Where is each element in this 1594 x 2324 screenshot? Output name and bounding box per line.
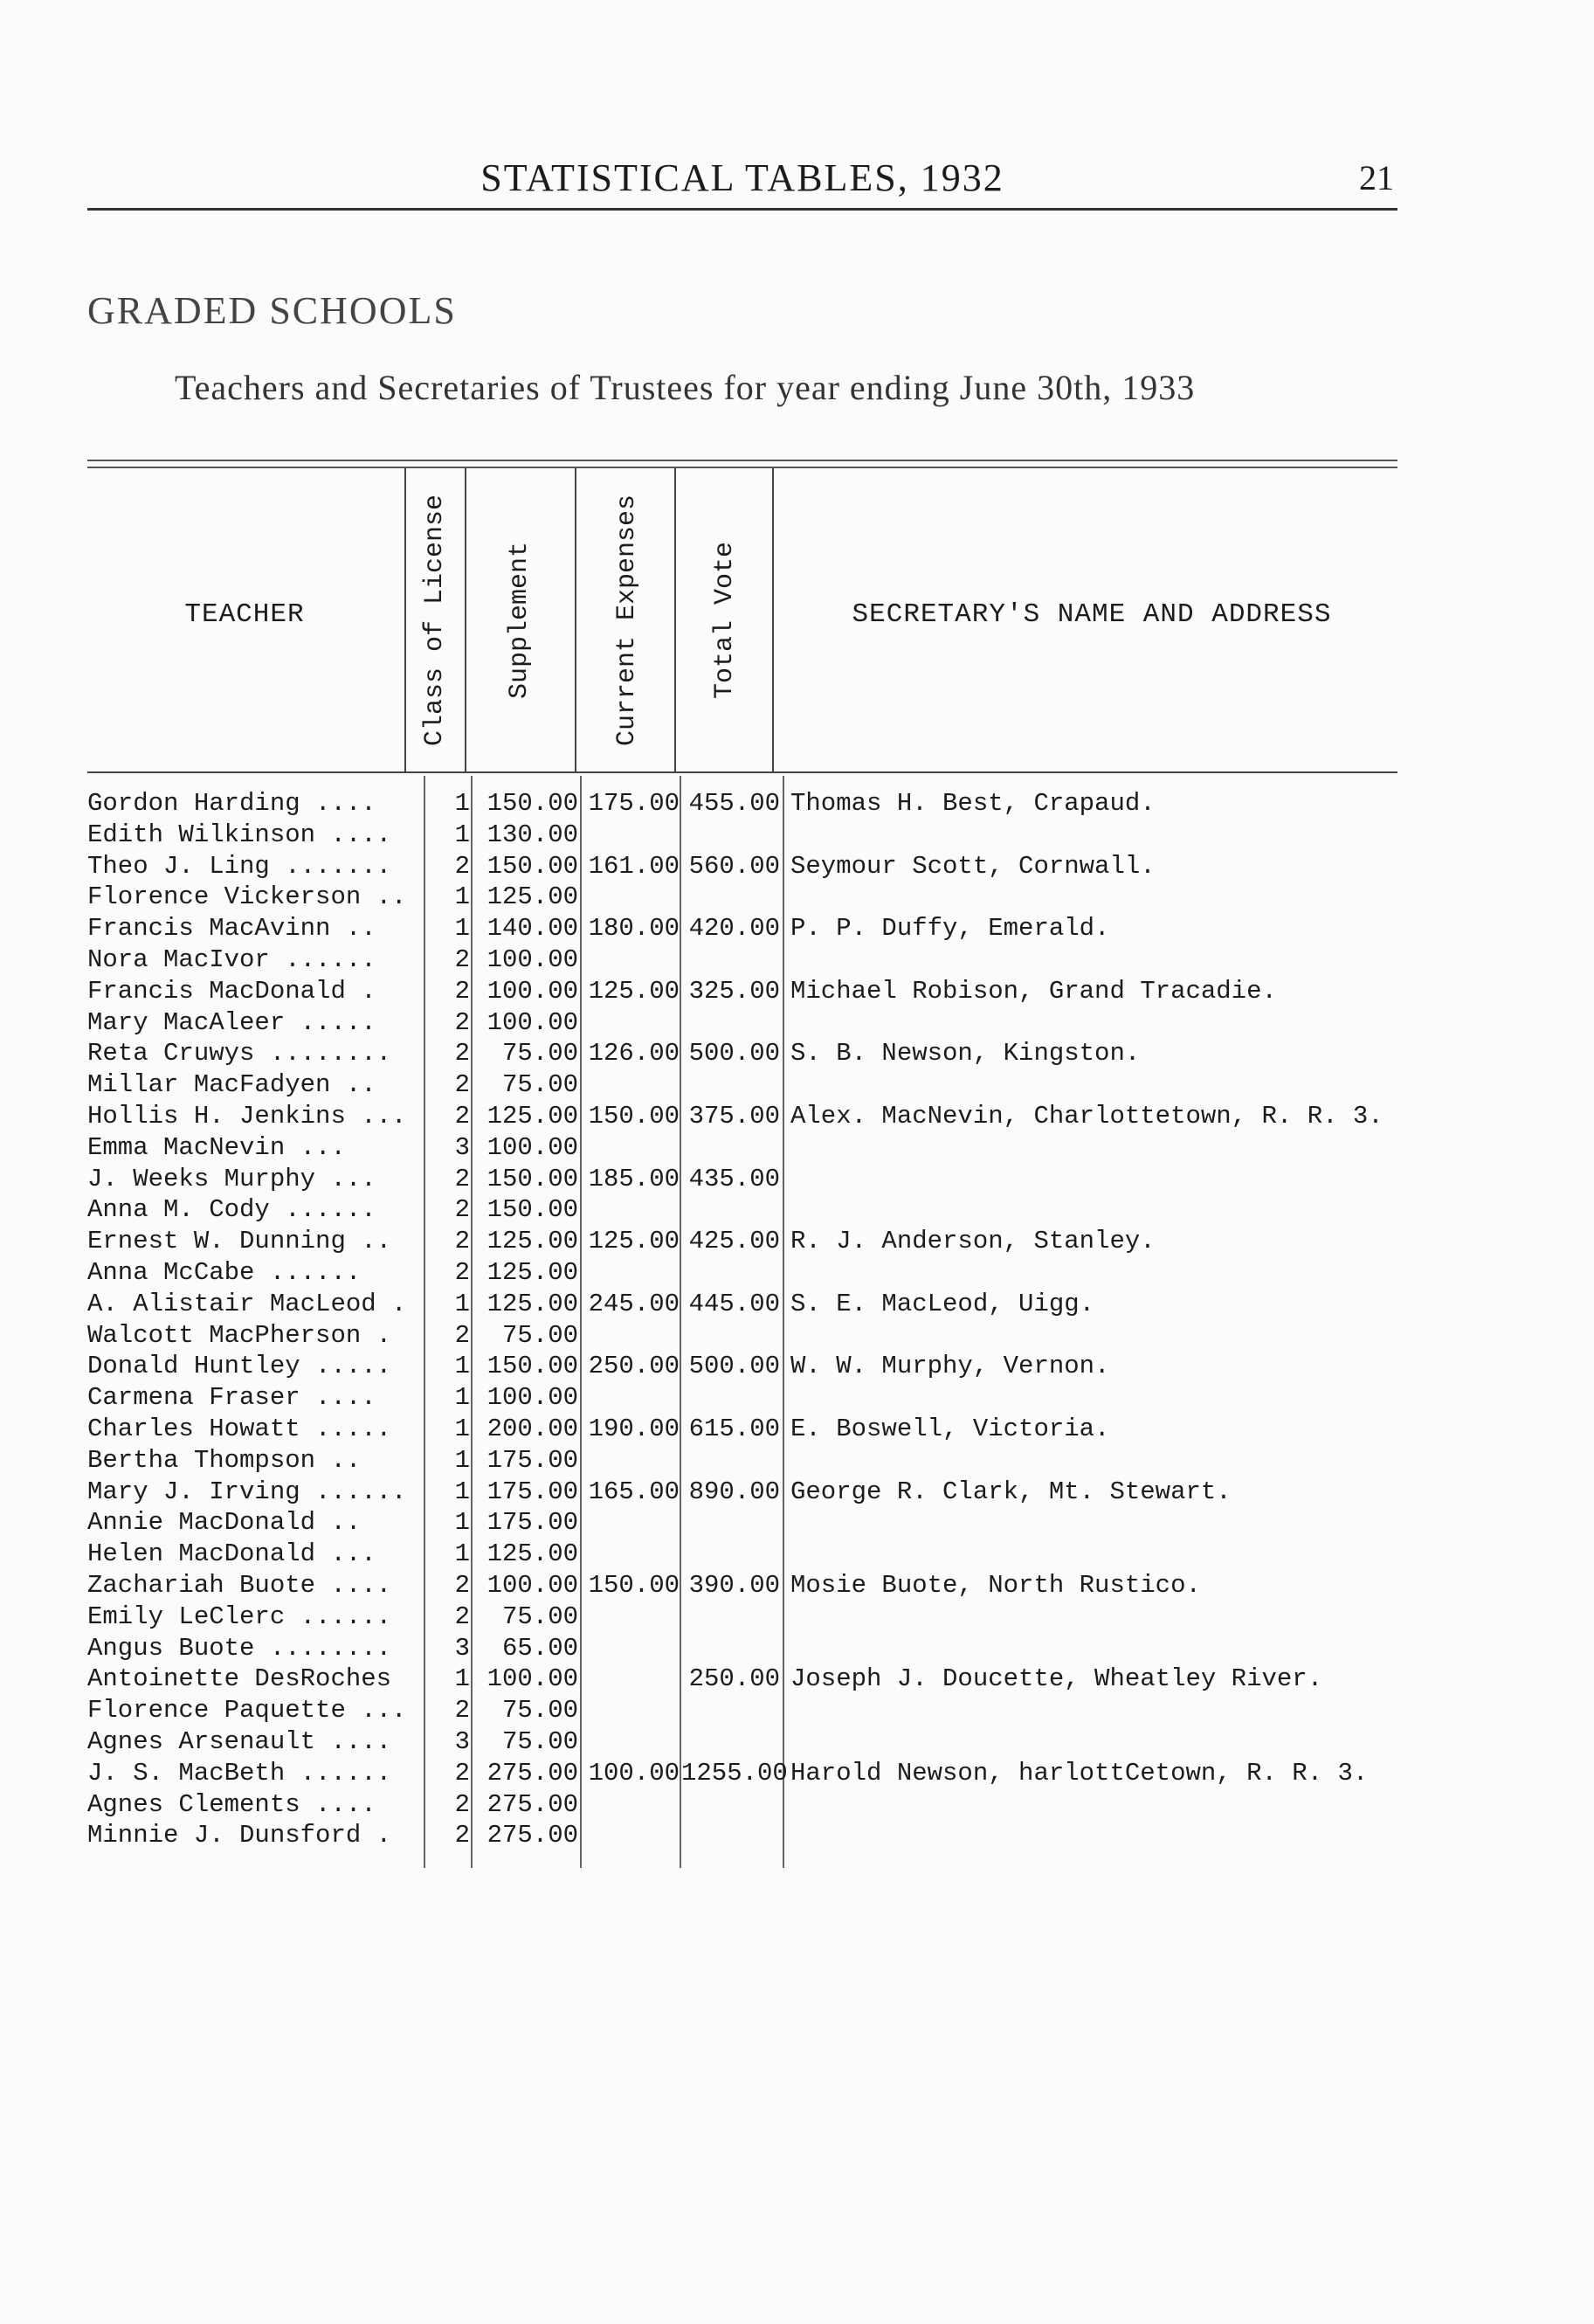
- teacher-cell: Zachariah Buote ....: [87, 1570, 392, 1600]
- teacher-cell: A. Alistair MacLeod .: [87, 1289, 407, 1318]
- table-row: [0, 913, 1594, 944]
- current-expenses-cell: 245.00: [588, 1289, 680, 1318]
- current-expenses-cell: 180.00: [588, 914, 680, 944]
- supplement-cell: 75.00: [501, 1696, 578, 1726]
- total-vote-cell: 250.00: [688, 1664, 780, 1694]
- table-row: [0, 1789, 1594, 1821]
- column-divider: [674, 468, 676, 771]
- class-cell: 2: [454, 1789, 470, 1819]
- supplement-cell: 130.00: [486, 820, 578, 849]
- current-expenses-cell: 250.00: [588, 1352, 680, 1381]
- class-cell: 1: [454, 789, 470, 818]
- current-expenses-cell: 150.00: [588, 1101, 680, 1131]
- secretary-cell: Harold Newson, harlottCetown, R. R. 3.: [790, 1758, 1369, 1788]
- total-vote-cell: 375.00: [688, 1101, 780, 1131]
- class-cell: 2: [454, 1570, 470, 1600]
- table-row: [0, 1539, 1594, 1570]
- table-row: [0, 1069, 1594, 1101]
- teacher-cell: Gordon Harding ....: [87, 789, 376, 818]
- class-cell: 3: [454, 1132, 470, 1162]
- class-cell: 2: [454, 1320, 470, 1350]
- table-row: [0, 1038, 1594, 1069]
- class-cell: 2: [454, 1164, 470, 1193]
- class-cell: 2: [454, 1039, 470, 1069]
- table-row: [0, 1007, 1594, 1039]
- total-vote-cell: 560.00: [688, 851, 780, 881]
- supplement-cell: 100.00: [486, 1007, 578, 1037]
- class-cell: 2: [454, 1758, 470, 1788]
- class-cell: 1: [454, 1477, 470, 1506]
- total-vote-cell: 615.00: [688, 1414, 780, 1443]
- column-header-class-of-license: [404, 472, 466, 769]
- table-row: [0, 1663, 1594, 1695]
- total-vote-cell: 420.00: [688, 914, 780, 944]
- secretary-cell: Joseph J. Doucette, Wheatley River.: [790, 1664, 1323, 1694]
- table-top-rule-inner: [87, 467, 1397, 468]
- secretary-cell: Thomas H. Best, Crapaud.: [790, 789, 1156, 818]
- teacher-cell: J. S. MacBeth ......: [87, 1758, 392, 1788]
- class-cell: 1: [454, 882, 470, 912]
- class-cell: 2: [454, 1101, 470, 1131]
- total-vote-cell: 455.00: [688, 789, 780, 818]
- supplement-cell: 75.00: [501, 1726, 578, 1756]
- current-expenses-cell: 185.00: [588, 1164, 680, 1193]
- table-row: [0, 1289, 1594, 1320]
- table-row: [0, 788, 1594, 820]
- teacher-cell: Mary J. Irving ......: [87, 1477, 407, 1506]
- teacher-cell: Angus Buote ........: [87, 1633, 392, 1663]
- column-header-supplement-label: Supplement: [505, 541, 535, 700]
- class-cell: 2: [454, 1601, 470, 1631]
- table-row: [0, 1633, 1594, 1664]
- teacher-cell: Annie MacDonald ..: [87, 1508, 362, 1538]
- table-row: [0, 1351, 1594, 1382]
- supplement-cell: 175.00: [486, 1445, 578, 1475]
- class-cell: 2: [454, 1070, 470, 1100]
- teacher-cell: Helen MacDonald ...: [87, 1539, 376, 1569]
- secretary-cell: S. E. MacLeod, Uigg.: [790, 1289, 1095, 1318]
- column-divider: [772, 468, 774, 771]
- secretary-cell: W. W. Murphy, Vernon.: [790, 1352, 1110, 1381]
- current-expenses-cell: 126.00: [588, 1039, 680, 1069]
- total-vote-cell: 390.00: [688, 1570, 780, 1600]
- teacher-cell: Millar MacFadyen ..: [87, 1070, 376, 1100]
- class-cell: 1: [454, 1508, 470, 1538]
- current-expenses-cell: 100.00: [588, 1758, 680, 1788]
- table-row: [0, 1194, 1594, 1226]
- table-row: [0, 1320, 1594, 1352]
- class-cell: 2: [454, 1007, 470, 1037]
- class-cell: 1: [454, 1664, 470, 1694]
- secretary-cell: S. B. Newson, Kingston.: [790, 1039, 1141, 1069]
- secretary-cell: George R. Clark, Mt. Stewart.: [790, 1477, 1232, 1506]
- table-row: [0, 882, 1594, 913]
- teacher-cell: Ernest W. Dunning ..: [87, 1227, 392, 1256]
- table-row: [0, 1758, 1594, 1789]
- supplement-cell: 150.00: [486, 1195, 578, 1225]
- table-subtitle: Teachers and Secretaries of Trustees for year ending June 30th, 1933: [175, 368, 1196, 407]
- table-row: [0, 1820, 1594, 1851]
- supplement-cell: 100.00: [486, 944, 578, 974]
- column-header-teacher: TEACHER: [184, 599, 305, 630]
- supplement-cell: 100.00: [486, 1383, 578, 1413]
- supplement-cell: 150.00: [486, 1352, 578, 1381]
- supplement-cell: 75.00: [501, 1039, 578, 1069]
- supplement-cell: 275.00: [486, 1789, 578, 1819]
- table-row: [0, 1101, 1594, 1132]
- supplement-cell: 100.00: [486, 976, 578, 1006]
- column-header-current-expenses-label: Current Expenses: [612, 494, 642, 747]
- teacher-cell: Bertha Thompson ..: [87, 1445, 362, 1475]
- total-vote-cell: 425.00: [688, 1227, 780, 1256]
- current-expenses-cell: 125.00: [588, 1227, 680, 1256]
- total-vote-cell: 445.00: [688, 1289, 780, 1318]
- class-cell: 2: [454, 944, 470, 974]
- supplement-cell: 100.00: [486, 1132, 578, 1162]
- page-number: 21: [1359, 158, 1394, 197]
- secretary-cell: P. P. Duffy, Emerald.: [790, 914, 1110, 944]
- supplement-cell: 150.00: [486, 1164, 578, 1193]
- table-top-rule: [87, 460, 1397, 461]
- secretary-cell: R. J. Anderson, Stanley.: [790, 1227, 1156, 1256]
- table-row: [0, 1132, 1594, 1164]
- table-row: [0, 976, 1594, 1007]
- current-expenses-cell: 161.00: [588, 851, 680, 881]
- table-row: [0, 820, 1594, 851]
- table-row: [0, 1382, 1594, 1414]
- class-cell: 1: [454, 914, 470, 944]
- supplement-cell: 100.00: [486, 1570, 578, 1600]
- secretary-cell: E. Boswell, Victoria.: [790, 1414, 1110, 1443]
- table-row: [0, 1164, 1594, 1195]
- total-vote-cell: 435.00: [688, 1164, 780, 1193]
- class-cell: 2: [454, 1696, 470, 1726]
- teacher-cell: Florence Vickerson ..: [87, 882, 407, 912]
- supplement-cell: 75.00: [501, 1601, 578, 1631]
- supplement-cell: 125.00: [486, 1289, 578, 1318]
- teacher-cell: Hollis H. Jenkins ...: [87, 1101, 407, 1131]
- table-row: [0, 1477, 1594, 1508]
- class-cell: 2: [454, 851, 470, 881]
- column-header-total-vote-label: Total Vote: [710, 541, 740, 700]
- teacher-cell: Antoinette DesRoches: [87, 1664, 392, 1694]
- supplement-cell: 125.00: [486, 1101, 578, 1131]
- table-row: [0, 1570, 1594, 1601]
- total-vote-cell: 1255.00: [681, 1758, 788, 1788]
- current-expenses-cell: 190.00: [588, 1414, 680, 1443]
- current-expenses-cell: 165.00: [588, 1477, 680, 1506]
- table-row: [0, 944, 1594, 976]
- table-row: [0, 1226, 1594, 1257]
- running-head: [87, 156, 1397, 211]
- teacher-cell: Nora MacIvor ......: [87, 944, 376, 974]
- class-cell: 2: [454, 1821, 470, 1850]
- class-cell: 2: [454, 976, 470, 1006]
- supplement-cell: 125.00: [486, 1539, 578, 1569]
- table-row: [0, 1445, 1594, 1477]
- teacher-cell: Francis MacAvinn ..: [87, 914, 376, 944]
- table-body: [0, 788, 1594, 1851]
- total-vote-cell: 325.00: [688, 976, 780, 1006]
- class-cell: 1: [454, 1445, 470, 1475]
- supplement-cell: 275.00: [486, 1758, 578, 1788]
- teacher-cell: Florence Paquette ...: [87, 1696, 407, 1726]
- class-cell: 3: [454, 1633, 470, 1663]
- teacher-cell: Carmena Fraser ....: [87, 1383, 376, 1413]
- class-cell: 3: [454, 1726, 470, 1756]
- table-row: [0, 851, 1594, 882]
- class-cell: 2: [454, 1257, 470, 1287]
- supplement-cell: 125.00: [486, 1227, 578, 1256]
- teacher-cell: J. Weeks Murphy ...: [87, 1164, 376, 1193]
- column-header-current-expenses: [597, 472, 658, 769]
- class-cell: 1: [454, 1383, 470, 1413]
- class-cell: 2: [454, 1195, 470, 1225]
- teacher-cell: Theo J. Ling .......: [87, 851, 392, 881]
- teacher-cell: Anna M. Cody ......: [87, 1195, 376, 1225]
- teacher-cell: Edith Wilkinson ....: [87, 820, 392, 849]
- column-header-total-vote: [694, 472, 756, 769]
- table-row: [0, 1601, 1594, 1633]
- table-row: [0, 1726, 1594, 1758]
- teacher-cell: Mary MacAleer .....: [87, 1007, 376, 1037]
- teacher-cell: Francis MacDonald .: [87, 976, 376, 1006]
- total-vote-cell: 500.00: [688, 1039, 780, 1069]
- table-row: [0, 1257, 1594, 1289]
- column-divider: [575, 468, 576, 771]
- supplement-cell: 125.00: [486, 1257, 578, 1287]
- supplement-cell: 125.00: [486, 882, 578, 912]
- supplement-cell: 75.00: [501, 1070, 578, 1100]
- teacher-cell: Minnie J. Dunsford .: [87, 1821, 392, 1850]
- supplement-cell: 175.00: [486, 1477, 578, 1506]
- current-expenses-cell: 125.00: [588, 976, 680, 1006]
- class-cell: 2: [454, 1227, 470, 1256]
- column-header-class-of-license-label: Class of License: [420, 494, 450, 747]
- table-row: [0, 1695, 1594, 1726]
- table-header-rule: [87, 771, 1397, 773]
- class-cell: 1: [454, 1289, 470, 1318]
- section-title: GRADED SCHOOLS: [87, 289, 457, 332]
- secretary-cell: Michael Robison, Grand Tracadie.: [790, 976, 1277, 1006]
- teacher-cell: Walcott MacPherson .: [87, 1320, 392, 1350]
- teacher-cell: Anna McCabe ......: [87, 1257, 362, 1287]
- supplement-cell: 150.00: [486, 851, 578, 881]
- class-cell: 1: [454, 1539, 470, 1569]
- total-vote-cell: 500.00: [688, 1352, 780, 1381]
- supplement-cell: 140.00: [486, 914, 578, 944]
- column-header-secretary: SECRETARY'S NAME AND ADDRESS: [852, 599, 1332, 630]
- secretary-cell: Alex. MacNevin, Charlottetown, R. R. 3.: [790, 1101, 1384, 1131]
- teacher-cell: Agnes Arsenault ....: [87, 1726, 392, 1756]
- class-cell: 1: [454, 1352, 470, 1381]
- current-expenses-cell: 150.00: [588, 1570, 680, 1600]
- class-cell: 1: [454, 1414, 470, 1443]
- running-title: STATISTICAL TABLES, 1932: [480, 156, 1004, 199]
- supplement-cell: 150.00: [486, 789, 578, 818]
- secretary-cell: Seymour Scott, Cornwall.: [790, 851, 1156, 881]
- teacher-cell: Agnes Clements ....: [87, 1789, 376, 1819]
- teacher-cell: Donald Huntley .....: [87, 1352, 392, 1381]
- teacher-cell: Reta Cruwys ........: [87, 1039, 392, 1069]
- current-expenses-cell: 175.00: [588, 789, 680, 818]
- secretary-cell: Mosie Buote, North Rustico.: [790, 1570, 1201, 1600]
- supplement-cell: 175.00: [486, 1508, 578, 1538]
- supplement-cell: 75.00: [501, 1320, 578, 1350]
- teacher-cell: Charles Howatt .....: [87, 1414, 392, 1443]
- column-header-supplement: [489, 472, 550, 769]
- table-row: [0, 1414, 1594, 1445]
- teacher-cell: Emma MacNevin ...: [87, 1132, 346, 1162]
- supplement-cell: 275.00: [486, 1821, 578, 1850]
- table-row: [0, 1507, 1594, 1539]
- teacher-cell: Emily LeClerc ......: [87, 1601, 392, 1631]
- class-cell: 1: [454, 820, 470, 849]
- supplement-cell: 100.00: [486, 1664, 578, 1694]
- supplement-cell: 65.00: [501, 1633, 578, 1663]
- total-vote-cell: 890.00: [688, 1477, 780, 1506]
- supplement-cell: 200.00: [486, 1414, 578, 1443]
